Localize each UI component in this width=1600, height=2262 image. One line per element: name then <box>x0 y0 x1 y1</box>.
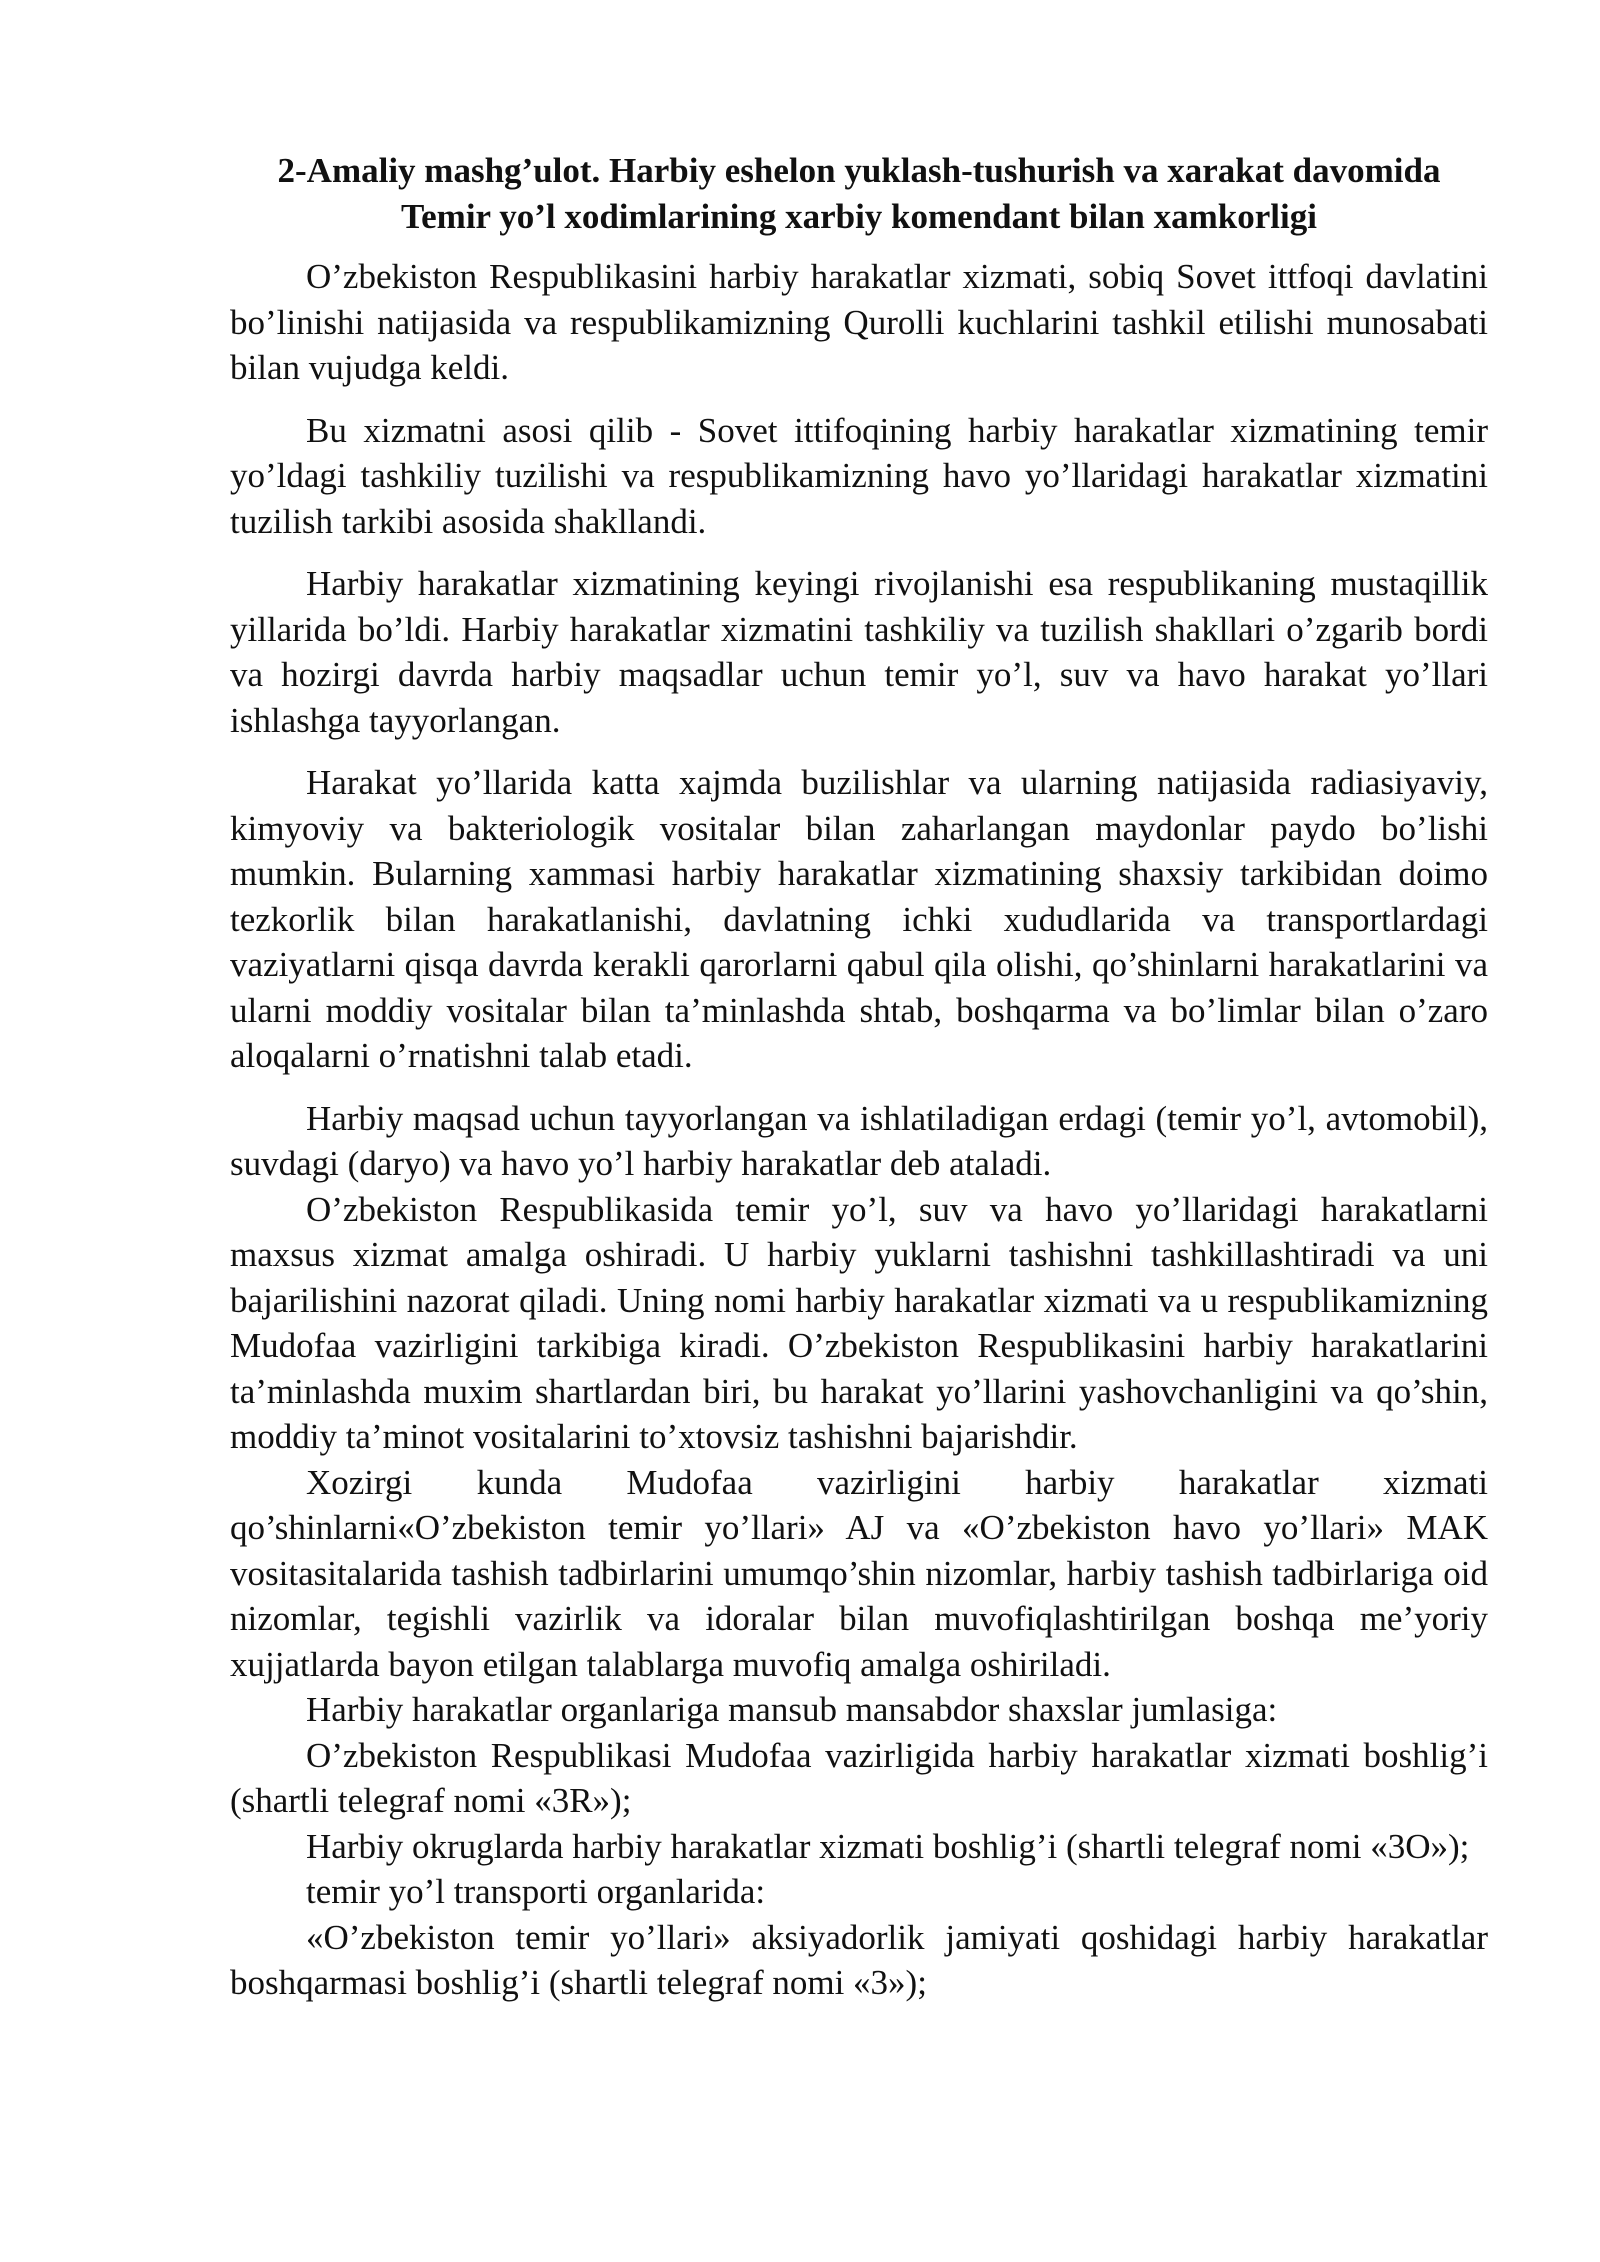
paragraph-6: O’zbekiston Respublikasida temir yo’l, suv va havo yo’llaridagi harakatlarni maxsus xizmat amalga oshiradi. U harbiy yuklarni tashishni tashkillashtiradi va uni bajarilishini nazorat qiladi. Uning nomi harbiy harakatlar xizmati va u respublikamizning Mudofaa vazirligini tarkibiga kiradi. O’zbekiston Respublikasini harbiy harakatlarini ta’minlashda muxim shartlardan biri, bu harakat yo’llarini yashovchanligini va qo’shin, moddiy ta’minot vositalarini to’xtovsiz tashishni bajarishdir. <box>230 1189 1488 1456</box>
paragraph-2: Bu xizmatni asosi qilib - Sovet ittifoqining harbiy harakatlar xizmatining temir yo’ldagi tashkiliy tuzilishi va respublikamizning havo yo’llaridagi harakatlar xizmatini tuzilish tarkibi asosida shakllandi. <box>230 410 1488 541</box>
document-page <box>230 148 1488 2006</box>
paragraph-8: Harbiy harakatlar organlariga mansub mansabdor shaxslar jumlasiga: <box>306 1690 1278 1729</box>
paragraph-12: «O’zbekiston temir yo’llari» aksiyadorlik jamiyati qoshidagi harbiy harakatlar boshqarmasi boshlig’i (shartli telegraf nomi «3»); <box>230 1917 1488 2002</box>
paragraph-3: Harbiy harakatlar xizmatining keyingi rivojlanishi esa respublikaning mustaqillik yillarida bo’ldi. Harbiy harakatlar xizmatini tashkiliy va tuzilish shakllari o’zgarib bordi va hozirgi davrda harbiy maqsadlar uchun temir yo’l, suv va havo harakat yo’llari ishlashga tayyorlangan. <box>230 564 1488 740</box>
paragraph-11: temir yo’l transporti organlarida: <box>306 1872 766 1911</box>
paragraph-4: Harakat yo’llarida katta xajmda buzilishlar va ularning natijasida radiasiyaviy, kimyoviy va bakteriologik vositalar bilan zaharlangan maydonlar paydo bo’lishi mumkin. Bularning xammasi harbiy harakatlar xizmatining shaxsiy tarkibidan doimo tezkorlik bilan harakatlanishi, davlatning ichki xududlarida va transportlardagi vaziyatlarni qisqa davrda kerakli qarorlarni qabul qila olishi, qo’shinlarni harakatlarini va ularni moddiy vositalar bilan ta’minlashda shtab, boshqarma va bo’limlar bilan o’zaro aloqalarni o’rnatishni talab etadi. <box>230 763 1488 1075</box>
paragraph-10: Harbiy okruglarda harbiy harakatlar xizmati boshlig’i (shartli telegraf nomi «3O»); <box>306 1826 1470 1866</box>
document-title <box>230 148 1488 240</box>
paragraph-5: Harbiy maqsad uchun tayyorlangan va ishlatiladigan erdagi (temir yo’l, avtomobil), suvdagi (daryo) va havo yo’l harbiy harakatlar deb ataladi. <box>230 1098 1488 1183</box>
paragraph-7: Xozirgi kunda Mudofaa vazirligini harbiy harakatlar xizmati qo’shinlarni«O’zbekiston temir yo’llari» AJ va «O’zbekiston havo yo’llari» MAK vositasitalarida tashish tadbirlarini umumqo’shin nizomlar, harbiy tashish tadbirlariga oid nizomlar, tegishli vazirlik va idoralar bilan muvofiqlashtirilgan boshqa me’yoriy xujjatlarda bayon etilgan talablarga muvofiq amalga oshiriladi. <box>230 1462 1488 1684</box>
title-line-2: Temir yo’l xodimlarining xarbiy komendant bilan xamkorligi <box>401 197 1317 236</box>
paragraph-1: O’zbekiston Respublikasini harbiy harakatlar xizmati, sobiq Sovet ittfoqi davlatini bo’linishi natijasida va respublikamizning Qurolli kuchlarini tashkil etilishi munosabati bilan vujudga keldi. <box>230 257 1488 387</box>
title-line-1: 2-Amaliy mashg’ulot. Harbiy eshelon yuklash-tushurish va xarakat davomida <box>277 151 1441 190</box>
paragraph-9: O’zbekiston Respublikasi Mudofaa vazirligida harbiy harakatlar xizmati boshlig’i (shartli telegraf nomi «3R»); <box>230 1735 1488 1820</box>
